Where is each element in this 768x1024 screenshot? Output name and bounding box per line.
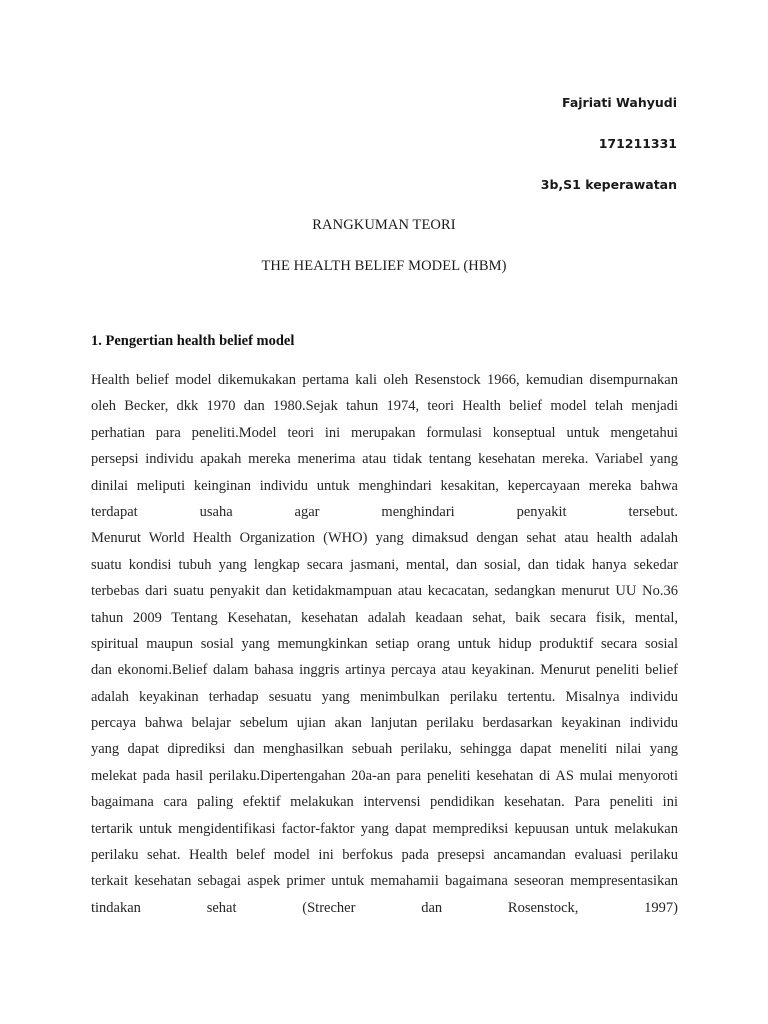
body-line: yang dapat diprediksi dan menghasilkan sebuah perilaku, sehingga dapat meneliti nilai yang bbox=[91, 741, 678, 758]
class-info: 3b,S1 keperawatan bbox=[540, 177, 677, 192]
body-line: dan ekonomi.Belief dalam bahasa inggris artinya percaya atau keyakinan. Menurut peneliti belief bbox=[91, 662, 678, 679]
body-line: melekat pada hasil perilaku.Dipertengahan 20a-an para peneliti kesehatan di AS mulai menyoroti bbox=[91, 767, 678, 784]
body-line: terkait kesehatan sebagai aspek primer untuk memahamii bagaimana seseoran mempresentasikan bbox=[91, 873, 678, 890]
section-heading: 1. Pengertian health belief model bbox=[91, 333, 295, 349]
body-line: perilaku sehat. Health belef model ini berfokus pada presepsi ancamandan evaluasi perilaku bbox=[91, 847, 678, 864]
body-line: tindakan sehat (Strecher dan Rosenstock, 1997) bbox=[91, 899, 678, 916]
body-line: persepsi individu apakah mereka menerima atau tidak tentang kesehatan mereka. Variabel yang bbox=[91, 451, 678, 468]
body-line: percaya bahwa belajar sebelum ujian akan lanjutan perilaku berdasarkan keyakinan individu bbox=[91, 715, 678, 732]
body-line: Menurut World Health Organization (WHO) yang dimaksud dengan sehat atau health adalah bbox=[91, 530, 678, 547]
body-line: terdapat usaha agar menghindari penyakit tersebut. bbox=[91, 503, 678, 520]
body-line: suatu kondisi tubuh yang lengkap secara jasmani, mental, dan sosial, dan tidak hanya sekedar bbox=[91, 556, 678, 573]
body-line: tahun 2009 Tentang Kesehatan, kesehatan adalah keadaan sehat, baik secara fisik, mental, bbox=[91, 609, 678, 626]
body-line: bagaimana cara paling efektif melakukan intervensi pendidikan kesehatan. Para peneliti ini bbox=[91, 794, 678, 811]
student-id: 171211331 bbox=[598, 136, 677, 151]
body-line: oleh Becker, dkk 1970 dan 1980.Sejak tahun 1974, teori Health belief model telah menjadi bbox=[91, 398, 678, 415]
body-line: tertarik untuk mengidentifikasi factor-faktor yang dapat memprediksi kepuusan untuk melakukan bbox=[91, 820, 678, 837]
body-line: Health belief model dikemukakan pertama kali oleh Resenstock 1966, kemudian disempurnakan bbox=[91, 372, 678, 388]
body-line: spiritual maupun sosial yang memungkinkan setiap orang untuk hidup produktif secara sosial bbox=[91, 635, 678, 652]
body-line: terbebas dari suatu penyakit dan ketidakmampuan atau kecacatan, sedangkan menurut UU No.36 bbox=[91, 583, 678, 600]
document-title: RANGKUMAN TEORI bbox=[312, 217, 456, 233]
body-line: adalah keyakinan terhadap sesuatu yang menimbulkan perilaku tertentu. Misalnya individu bbox=[91, 688, 678, 705]
document-subtitle: THE HEALTH BELIEF MODEL (HBM) bbox=[261, 258, 507, 274]
body-line: dinilai meliputi keinginan individu untuk menghindari kesakitan, kepercayaan mereka bahwa bbox=[91, 477, 678, 494]
author-name: Fajriati Wahyudi bbox=[562, 95, 677, 110]
body-line: perhatian para peneliti.Model teori ini merupakan formulasi konseptual untuk mengetahui bbox=[91, 424, 678, 441]
section-body bbox=[91, 367, 678, 921]
